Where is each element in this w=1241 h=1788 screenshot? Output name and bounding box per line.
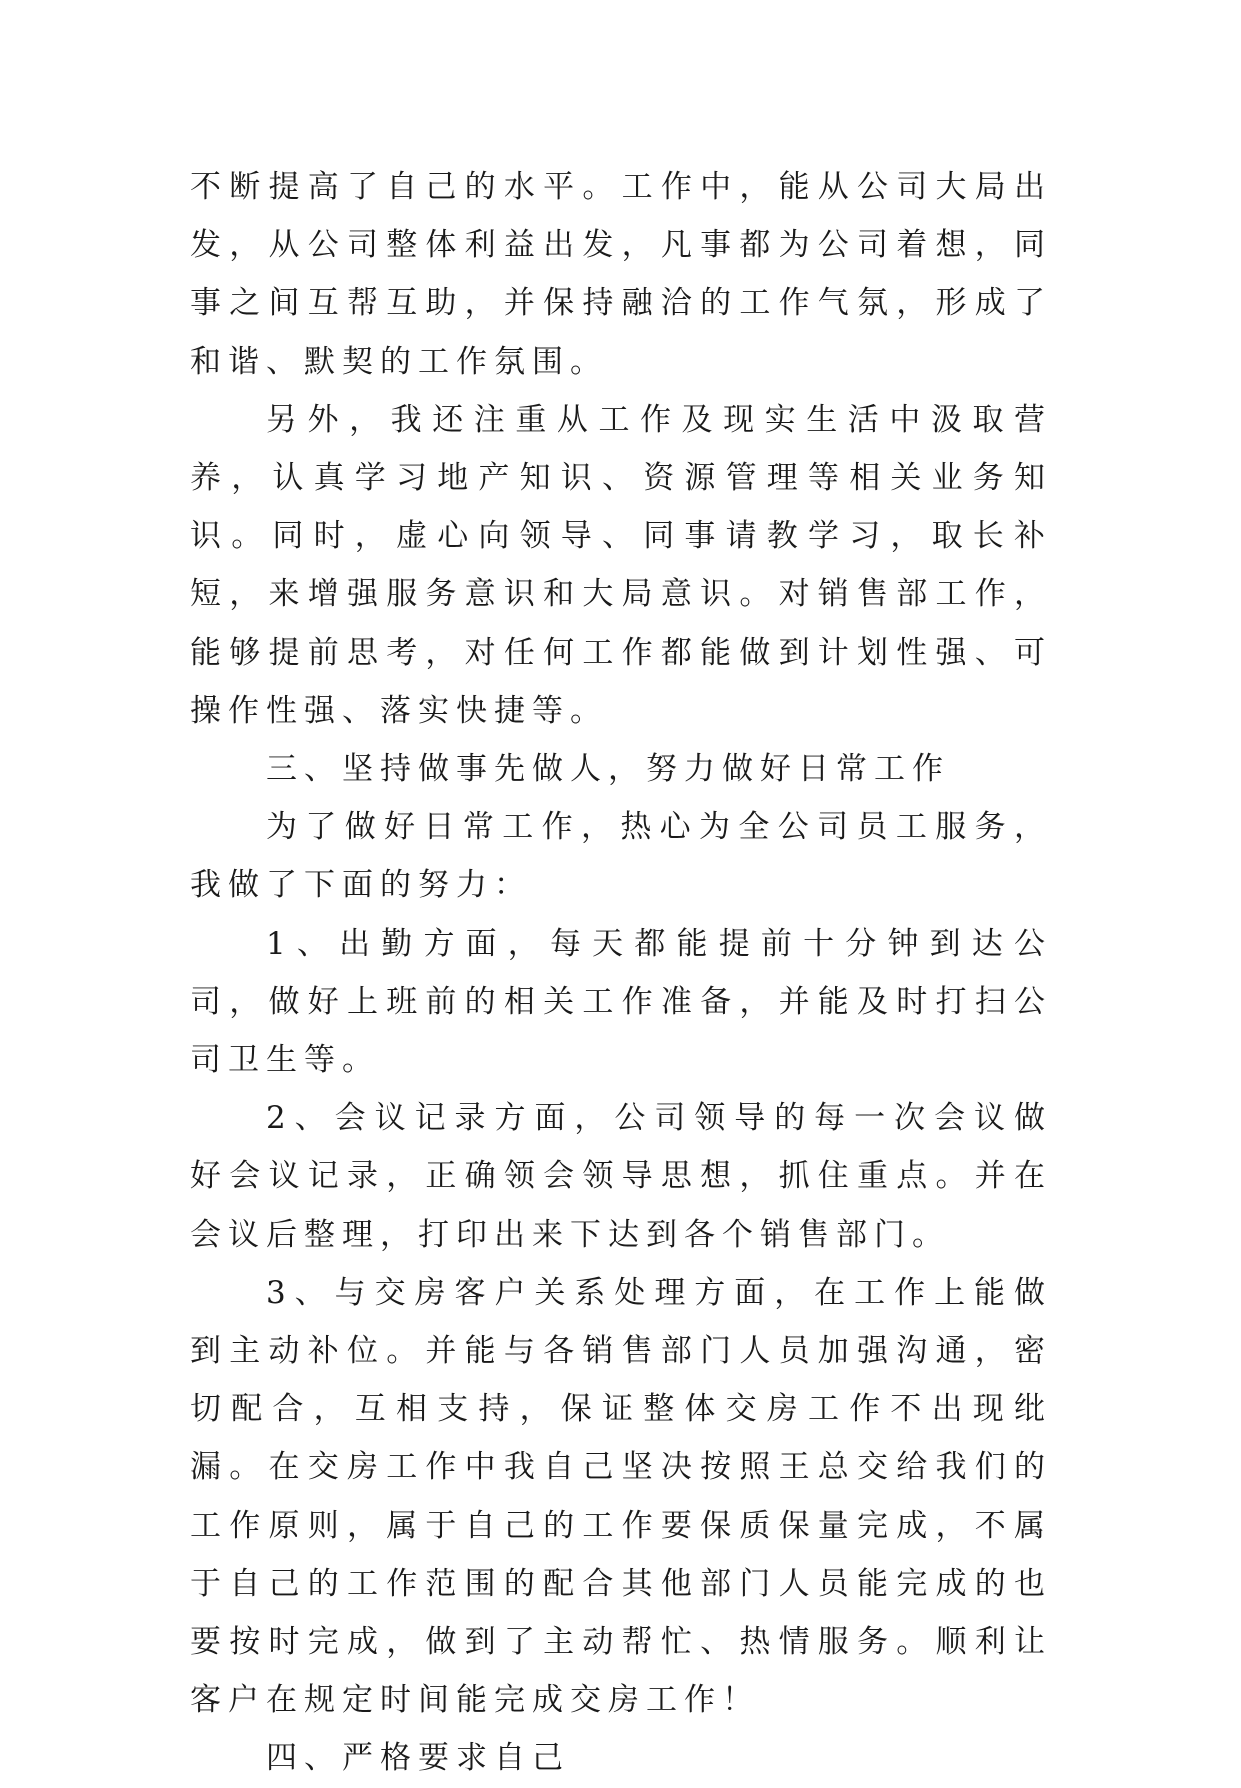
section-heading: 四、严格要求自己 (266, 1740, 570, 1777)
list-item: 2、会议记录方面，公司领导的每一次会议做好会议记录，正确领会领导思想，抓住重点。并在会议后整理，打印出来下达到各个销售部门。 (190, 1100, 1052, 1253)
document-body (190, 158, 1052, 1788)
paragraph: 为了做好日常工作，热心为全公司员工服务，我做了下面的努力： (190, 809, 1052, 904)
paragraph: 不断提高了自己的水平。工作中，能从公司大局出发，从公司整体利益出发，凡事都为公司着想，同事之间互帮互助，并保持融洽的工作气氛，形成了和谐、默契的工作氛围。 (190, 169, 1052, 380)
section-heading: 三、坚持做事先做人，努力做好日常工作 (266, 751, 950, 788)
list-item: 3、与交房客户关系处理方面，在工作上能做到主动补位。并能与各销售部门人员加强沟通，密切配合，互相支持，保证整体交房工作不出现纰漏。在交房工作中我自己坚决按照王总交给我们的工作原则，属于自己的工作要保质保量完成，不属于自己的工作范围的配合其他部门人员能完成的也要按时完成，做到了主动帮忙、热情服务。顺利让客户在规定时间能完成交房工作！ (190, 1274, 1052, 1719)
list-item: 1、出勤方面，每天都能提前十分钟到达公司，做好上班前的相关工作准备，并能及时打扫公司卫生等。 (190, 925, 1052, 1079)
paragraph: 另外，我还注重从工作及现实生活中汲取营养，认真学习地产知识、资源管理等相关业务知识。同时，虚心向领导、同事请教学习，取长补短，来增强服务意识和大局意识。对销售部工作，能够提前思考，对任何工作都能做到计划性强、可操作性强、落实快捷等。 (190, 401, 1052, 729)
